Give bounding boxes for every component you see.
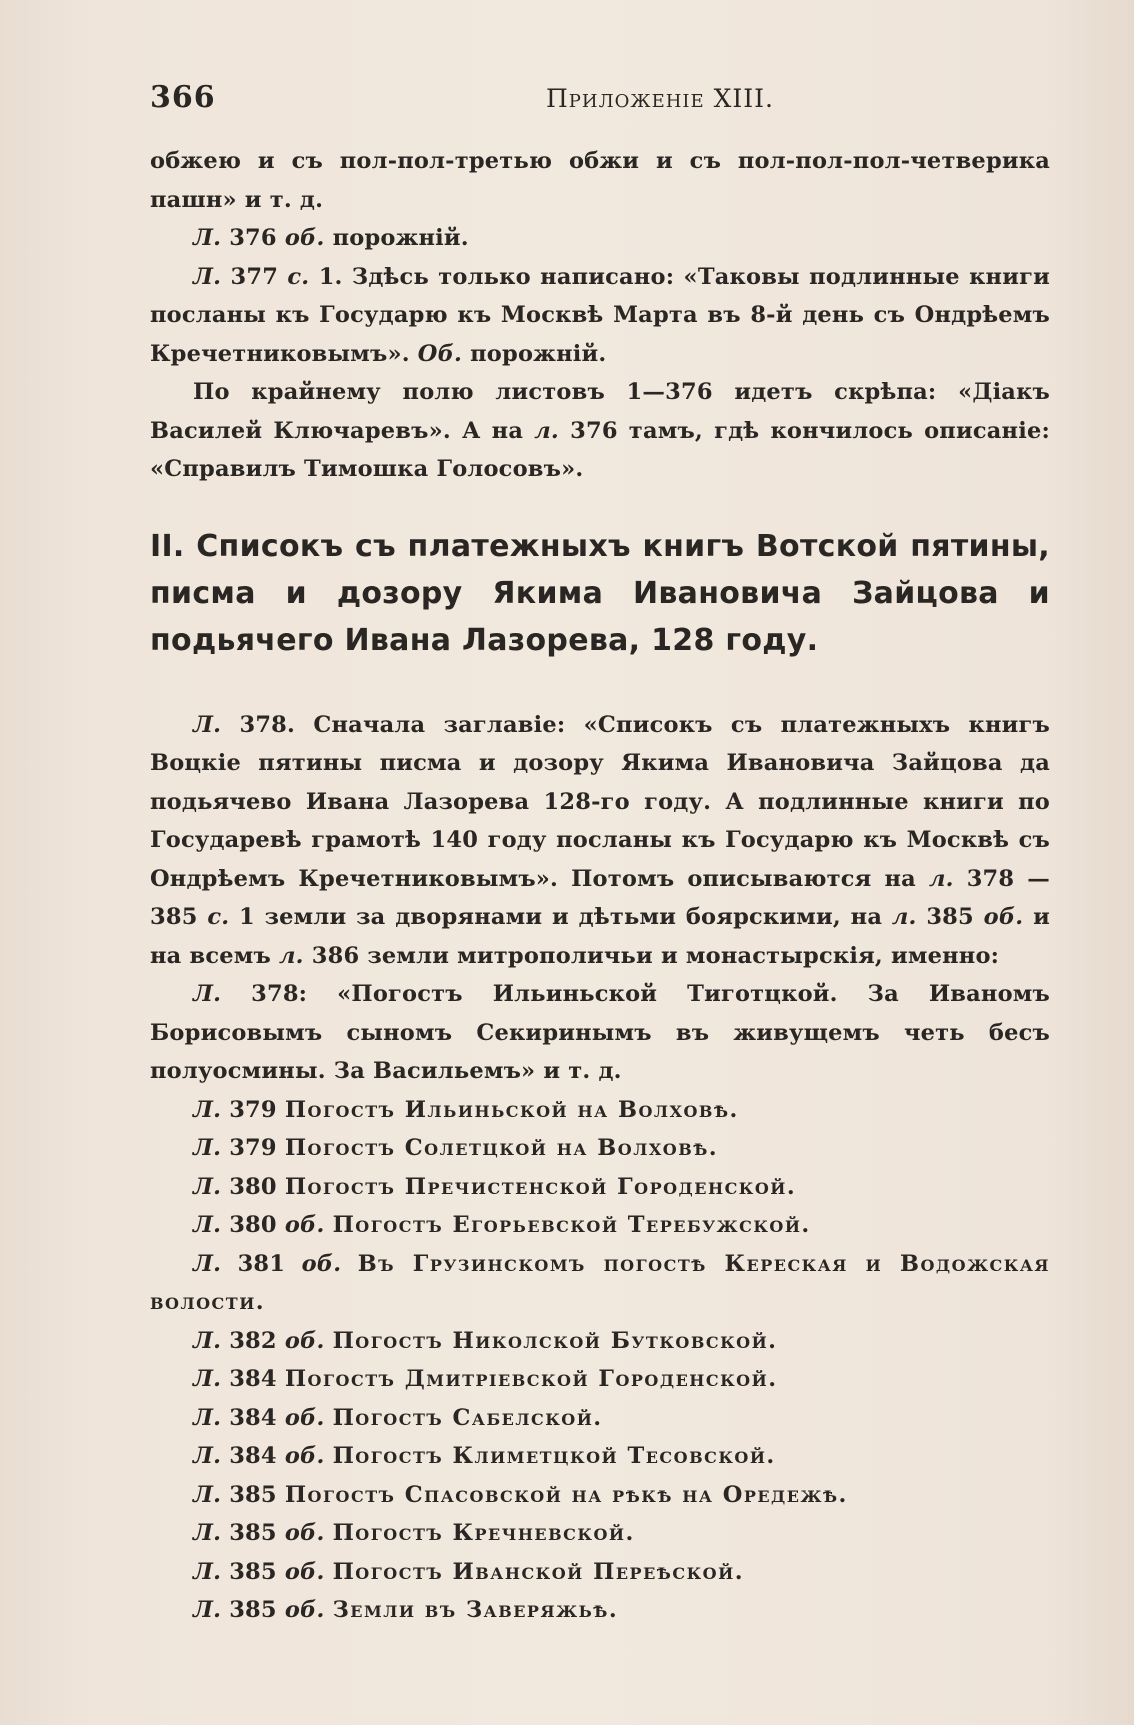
verso-mark: об. — [284, 1404, 325, 1431]
pogost-name: Погостъ Спасовской на рѣкѣ на Оредежѣ. — [284, 1481, 848, 1508]
leaf-ref: л. — [278, 942, 304, 969]
leaf-number: 381 — [237, 1250, 286, 1277]
paragraph-text: 386 земли митрополичьи и монастырскія, именно: — [311, 942, 1000, 969]
list-item — [150, 1399, 1050, 1438]
leaf-ref: Л. — [193, 1404, 222, 1431]
pogost-name: Въ Грузинскомъ погостѣ Кереская и Водожская волости. — [150, 1250, 1050, 1315]
leaf-number: 382 — [229, 1327, 277, 1354]
list-item — [150, 1360, 1050, 1399]
list-item — [150, 1322, 1050, 1361]
paragraph-text: порожній. — [332, 225, 469, 251]
leaf-ref: Л. — [193, 1443, 222, 1469]
column-mark: с. — [287, 263, 310, 290]
pogost-name: Земли въ Заверяжьѣ. — [332, 1597, 619, 1623]
leaf-number: 384 — [229, 1443, 277, 1469]
list-item — [150, 1591, 1050, 1630]
list-item — [150, 1437, 1050, 1476]
leaf-ref: Л. — [193, 711, 222, 738]
paragraph-leaf-376 — [150, 219, 1050, 258]
paragraph-text: 376 тамъ, гдѣ кончилось описаніе: «Справилъ Тимошка Голосовъ». — [150, 417, 1050, 482]
paragraph-continuation — [150, 142, 1050, 219]
list-item — [150, 1206, 1050, 1245]
column-mark: с. — [207, 904, 230, 930]
paragraph-text: 378: «Погостъ Ильиньской Тиготцкой. За Иваномъ Борисовымъ сыномъ Секиринымъ въ живущемъ четь бесъ полуосмины. За Васильемъ» и т. д. — [150, 981, 1050, 1084]
pogost-list — [150, 1091, 1050, 1630]
paragraph-leaf-377 — [150, 258, 1050, 374]
paragraph-text: 385 — [926, 904, 974, 930]
list-item — [150, 1514, 1050, 1553]
leaf-ref: Л. — [193, 1558, 222, 1585]
list-item — [150, 1245, 1050, 1322]
leaf-ref: Л. — [193, 1250, 222, 1277]
verso-mark: об. — [284, 1558, 325, 1585]
leaf-number: 380 — [229, 1173, 277, 1200]
verso-mark: Об. — [417, 340, 463, 367]
leaf-ref: Л. — [193, 1327, 222, 1354]
pogost-name: Погостъ Ильиньской на Волховѣ. — [284, 1096, 739, 1123]
leaf-ref: Л. — [193, 1481, 222, 1508]
paragraph-text: и на всемъ — [150, 904, 1050, 969]
leaf-ref: Л. — [193, 1096, 222, 1123]
list-item — [150, 1129, 1050, 1168]
paragraph-leaf-378-title — [150, 706, 1050, 976]
list-item — [150, 1553, 1050, 1592]
leaf-number: 385 — [229, 1481, 277, 1508]
verso-mark: об. — [284, 1443, 325, 1469]
list-item — [150, 1091, 1050, 1130]
verso-mark: об. — [284, 1212, 325, 1238]
paragraph-margin-note — [150, 373, 1050, 489]
paragraph-text: 378 — 385 — [150, 865, 1050, 930]
list-item — [150, 1476, 1050, 1515]
paragraph-leaf-378-entry — [150, 975, 1050, 1091]
verso-mark: об. — [284, 225, 325, 251]
pogost-name: Погостъ Климетцкой Тесовской. — [332, 1443, 776, 1469]
paragraph-text: 378. Сначала заглавіе: «Списокъ съ платежныхъ книгъ Воцкіе пятины писма и дозору Якима Ивановича Зайцова да подьячево Ивана Лазорева 128-го году. А подлинные книги по Государевѣ грамотѣ 140 году посланы къ Государю къ Москвѣ съ Ондрѣемъ Кречетниковымъ». Потомъ описываются на — [150, 711, 1050, 892]
leaf-number: 379 — [229, 1096, 277, 1123]
page-number: 366 — [150, 80, 216, 115]
paragraph-text: 1. Здѣсь только написано: «Таковы подлинные книги посланы къ Государю къ Москвѣ Марта въ 8-й день съ Ондрѣемъ Кречетниковымъ». — [150, 263, 1050, 367]
leaf-ref: Л. — [193, 981, 222, 1007]
pogost-name: Погостъ Егорьевской Теребужской. — [332, 1212, 811, 1238]
paragraph-text: По крайнему полю листовъ 1—376 идетъ скрѣпа: «Діакъ Василей Ключаревъ». А на — [150, 379, 1050, 444]
leaf-number: 379 — [229, 1135, 277, 1161]
pogost-name: Погостъ Сабелской. — [332, 1404, 603, 1431]
leaf-ref: л. — [928, 865, 954, 892]
leaf-number: 377 — [230, 263, 279, 290]
leaf-number: 385 — [229, 1520, 277, 1546]
pogost-name: Погостъ Дмитріевской Городенской. — [284, 1366, 778, 1392]
verso-mark: об. — [301, 1250, 342, 1277]
list-item — [150, 1168, 1050, 1207]
leaf-number: 380 — [229, 1212, 277, 1238]
leaf-ref: л. — [534, 417, 559, 444]
leaf-ref: Л. — [193, 1520, 222, 1546]
leaf-number: 385 — [229, 1558, 277, 1585]
leaf-number: 384 — [229, 1404, 277, 1431]
section-heading: II. Списокъ съ платежныхъ книгъ Вотской пятины, писма и дозору Якима Ивановича Зайцова и подьячего Ивана Лазорева, 128 году. — [150, 528, 1050, 658]
pogost-name: Погостъ Кречневской. — [332, 1520, 635, 1546]
verso-mark: об. — [284, 1327, 325, 1354]
leaf-ref: Л. — [193, 1597, 222, 1623]
leaf-number: 376 — [229, 225, 277, 251]
running-title: Приложеніе XIII. — [545, 84, 775, 113]
paragraph-text: порожній. — [470, 340, 607, 367]
leaf-ref: Л. — [193, 263, 222, 290]
leaf-ref: Л. — [193, 1135, 222, 1161]
verso-mark: об. — [284, 1520, 325, 1546]
leaf-ref: л. — [891, 904, 917, 930]
leaf-ref: Л. — [193, 1212, 222, 1238]
pogost-name: Погостъ Иванской Переѣской. — [332, 1558, 745, 1585]
leaf-number: 385 — [229, 1597, 277, 1623]
paragraph-text: обжею и съ пол-пол-третью обжи и съ пол-пол-пол-четверика пашн» и т. д. — [150, 148, 1050, 213]
leaf-ref: Л. — [193, 1173, 222, 1200]
pogost-name: Погостъ Солетцкой на Волховѣ. — [284, 1135, 719, 1161]
verso-mark: об. — [284, 1597, 325, 1623]
leaf-ref: Л. — [193, 225, 222, 251]
page-body — [150, 142, 1050, 1630]
pogost-name: Погостъ Николской Бутковской. — [332, 1327, 778, 1354]
pogost-name: Погостъ Пречистенской Городенской. — [284, 1173, 797, 1200]
leaf-number: 384 — [229, 1366, 277, 1392]
page-header — [150, 80, 1050, 120]
paragraph-text: 1 земли за дворянами и дѣтьми боярскими, на — [239, 904, 883, 930]
leaf-ref: Л. — [193, 1366, 222, 1392]
verso-mark: об. — [983, 904, 1024, 930]
